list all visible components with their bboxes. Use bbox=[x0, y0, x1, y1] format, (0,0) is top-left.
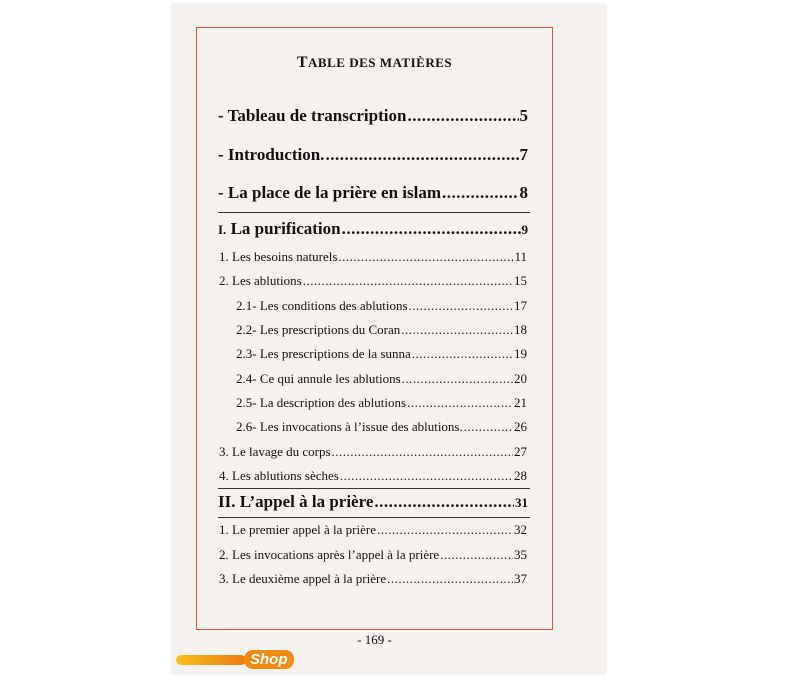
bleed-through-text bbox=[560, 40, 600, 600]
entry-page: 20 bbox=[514, 371, 527, 386]
toc-item[interactable] bbox=[219, 571, 527, 587]
toc-entry-transcription[interactable] bbox=[218, 106, 528, 126]
entry-label: 2. Les invocations après l’appel à la prière bbox=[219, 547, 440, 562]
dot-leader bbox=[387, 571, 513, 587]
entry-label: 1. Les besoins naturels bbox=[219, 249, 338, 264]
dot-leader bbox=[377, 522, 513, 538]
entry-label: 1. Le premier appel à la prière bbox=[219, 522, 376, 537]
dot-leader bbox=[342, 219, 521, 239]
dot-leader bbox=[332, 444, 513, 460]
dot-leader bbox=[412, 346, 513, 362]
entry-page: 8 bbox=[519, 183, 528, 202]
logo-text: Shop bbox=[244, 650, 294, 669]
entry-label: 4. Les ablutions sèches bbox=[219, 468, 339, 483]
entry-label: - Introduction. bbox=[218, 145, 325, 164]
dot-leader bbox=[325, 145, 518, 165]
dot-leader bbox=[464, 419, 513, 435]
toc-section-purification[interactable] bbox=[218, 219, 528, 239]
dot-leader bbox=[338, 249, 513, 265]
section-roman: I. bbox=[218, 222, 227, 237]
entry-page: 7 bbox=[519, 145, 528, 164]
section-title: La purification bbox=[230, 219, 341, 238]
section-divider bbox=[218, 517, 530, 518]
toc-item[interactable] bbox=[219, 547, 527, 563]
entry-label: 2.4- Ce qui annule les ablutions bbox=[236, 371, 401, 386]
entry-page: 21 bbox=[514, 395, 527, 410]
entry-label: 2.1- Les conditions des ablutions bbox=[236, 298, 408, 313]
toc-entry-introduction[interactable] bbox=[218, 145, 528, 165]
entry-page: 28 bbox=[514, 468, 527, 483]
toc-subitem[interactable] bbox=[236, 346, 527, 362]
toc-subitem[interactable] bbox=[236, 322, 527, 338]
entry-label: 2.3- Les prescriptions de la sunna bbox=[236, 346, 411, 361]
entry-page: 15 bbox=[514, 273, 527, 288]
toc-item[interactable] bbox=[219, 522, 527, 538]
entry-page: 18 bbox=[514, 322, 527, 337]
dot-leader bbox=[440, 547, 513, 563]
shop-logo bbox=[176, 650, 294, 669]
toc-subitem[interactable] bbox=[236, 298, 527, 314]
page-number: - 169 - bbox=[357, 632, 392, 647]
logo-swirl-icon bbox=[176, 655, 246, 665]
entry-label: 2.5- La description des ablutions bbox=[236, 395, 407, 410]
entry-label: 3. Le deuxième appel à la prière bbox=[219, 571, 387, 586]
toc-title: TABLE DES MATIÈRES bbox=[296, 54, 453, 71]
toc-subitem[interactable] bbox=[236, 371, 527, 387]
entry-label: - La place de la prière en islam bbox=[218, 183, 442, 202]
entry-page: 17 bbox=[514, 298, 527, 313]
entry-page: 31 bbox=[515, 495, 528, 510]
dot-leader bbox=[340, 468, 513, 484]
entry-page: 37 bbox=[514, 571, 527, 586]
toc-entry-place-priere[interactable] bbox=[218, 183, 528, 203]
entry-page: 26 bbox=[514, 419, 527, 434]
entry-page: 19 bbox=[514, 346, 527, 361]
toc-section-appel[interactable] bbox=[218, 492, 528, 512]
section-divider bbox=[218, 488, 530, 489]
entry-page: 9 bbox=[521, 222, 528, 237]
entry-label: 2.2- Les prescriptions du Coran bbox=[236, 322, 401, 337]
entry-label: - Tableau de transcription bbox=[218, 106, 407, 125]
dot-leader bbox=[409, 298, 513, 314]
dot-leader bbox=[374, 492, 514, 512]
entry-label: 2.6- Les invocations à l’issue des ablutions. bbox=[236, 419, 463, 434]
entry-label: 3. Le lavage du corps bbox=[219, 444, 331, 459]
entry-label: II. L’appel à la prière bbox=[218, 492, 374, 511]
toc-item[interactable] bbox=[219, 249, 527, 265]
dot-leader bbox=[401, 322, 513, 338]
entry-page: 5 bbox=[519, 106, 528, 125]
dot-leader bbox=[303, 273, 513, 289]
dot-leader bbox=[442, 183, 518, 203]
section-divider bbox=[218, 212, 530, 213]
entry-page: 27 bbox=[514, 444, 527, 459]
entry-page: 11 bbox=[514, 249, 527, 264]
toc-item[interactable] bbox=[219, 468, 527, 484]
entry-page: 32 bbox=[514, 522, 527, 537]
dot-leader bbox=[407, 395, 513, 411]
toc-item[interactable] bbox=[219, 273, 527, 289]
entry-label: 2. Les ablutions bbox=[219, 273, 302, 288]
entry-label bbox=[218, 219, 341, 239]
toc-subitem[interactable] bbox=[236, 395, 527, 411]
toc-item[interactable] bbox=[219, 444, 527, 460]
dot-leader bbox=[407, 106, 518, 126]
dot-leader bbox=[402, 371, 513, 387]
toc-subitem[interactable] bbox=[236, 419, 527, 435]
entry-page: 35 bbox=[514, 547, 527, 562]
